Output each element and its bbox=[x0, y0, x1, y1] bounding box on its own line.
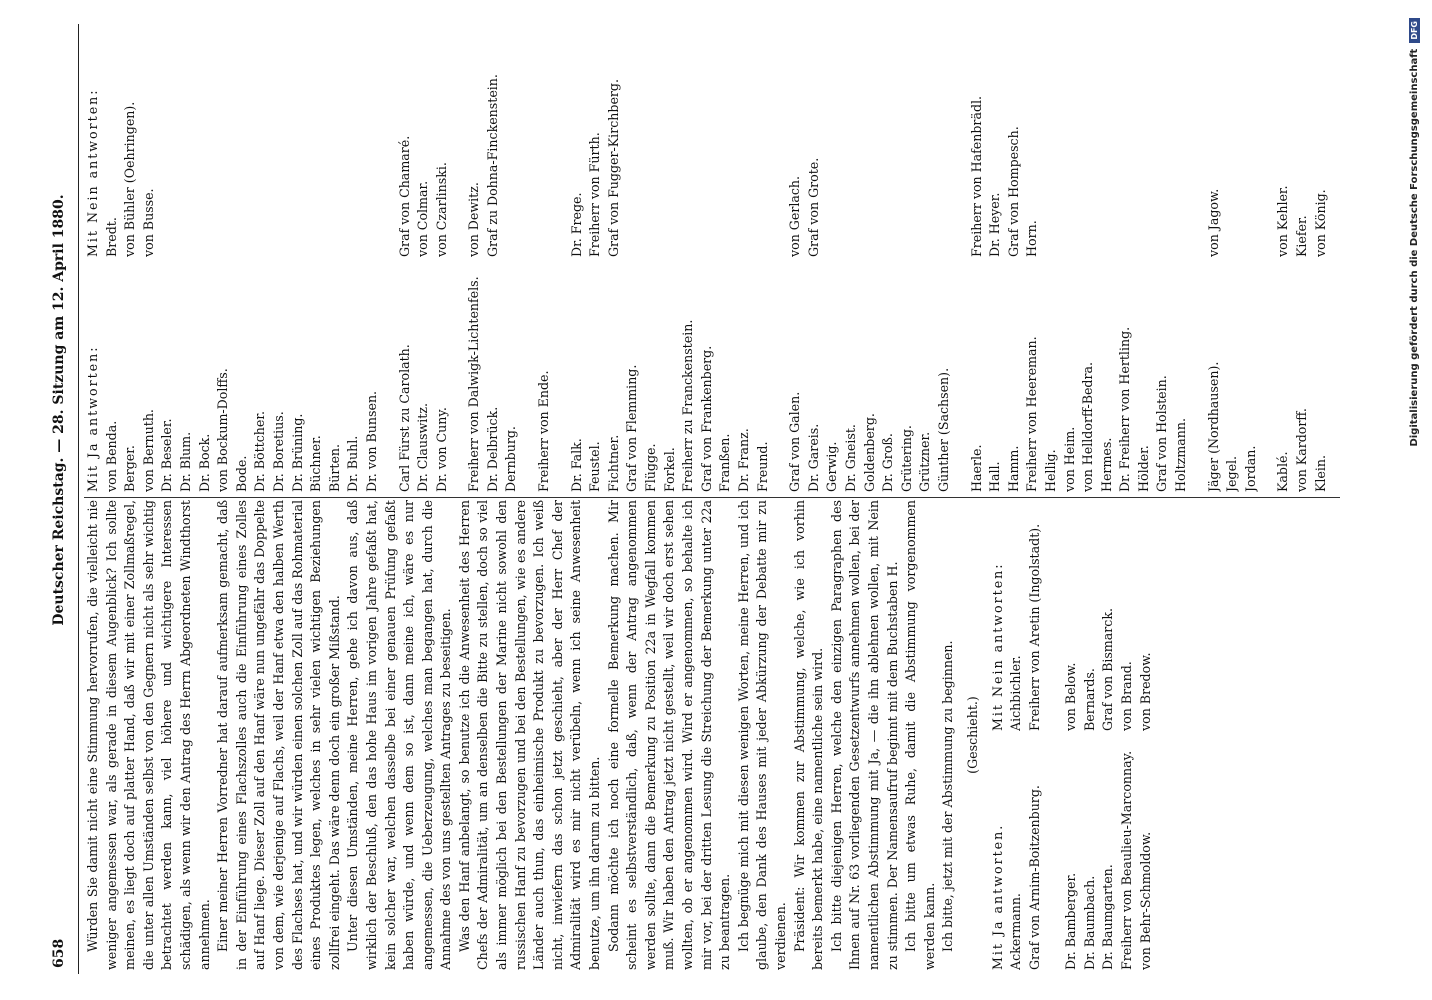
member-name: Dr. Blum. bbox=[177, 431, 193, 492]
speech-paragraphs bbox=[84, 500, 791, 970]
member-name: Ackermann. bbox=[1008, 893, 1024, 970]
member-name: Hölder. bbox=[1135, 445, 1151, 492]
member-name: Freiherr von Heereman. bbox=[1024, 336, 1040, 492]
right-column bbox=[84, 32, 1340, 492]
member-name: Holtzmann. bbox=[1173, 418, 1189, 492]
member-name: Carl Fürst zu Carolath. bbox=[396, 344, 412, 492]
nein-list-b bbox=[1062, 500, 1155, 731]
president-paragraph: Präsident: Wir kommen zur Abstimmung, welche, wie ich vorhin bereits bemerkt habe, eine namentliche sein wird. bbox=[791, 500, 826, 970]
vote-group bbox=[1205, 32, 1261, 492]
member-name: von Bernuth. bbox=[140, 409, 156, 492]
member-name: Graf von Fugger-Kirchberg. bbox=[605, 79, 621, 257]
member-name: Büchner. bbox=[308, 435, 324, 492]
speech-paragraph: Was den Hanf anbelangt, so benutze ich die Anwesenheit des Herren Chefs der Admiralität, um an denselben die Bitte zu stellen, doch so viel als immer möglich bei den Bestellungen der Marine nicht sowohl den russischen Hanf zu bevorzugen und bei den Bestellungen, wie es andere Länder auch thun, das einheimische Produkt zu bevorzugen. Ich weiß nicht, inwiefern das schon jetzt geschieht, aber der Herr Chef der Admiralität wird es mir nicht verübeln, wenn ich seine Anwesenheit benutze, um ihn darum zu bitten. bbox=[456, 500, 603, 970]
member-name: von Kardorff. bbox=[1294, 408, 1310, 492]
member-name: Bernards. bbox=[1081, 668, 1097, 731]
nein-group-list bbox=[968, 32, 1191, 257]
nein-group-list bbox=[568, 32, 773, 257]
member-name: Dr. Gareis. bbox=[805, 423, 821, 492]
ja-group-list bbox=[786, 267, 953, 492]
vote-group bbox=[568, 32, 773, 492]
member-name: Grützner. bbox=[917, 431, 933, 492]
ja-group-list bbox=[465, 267, 521, 492]
member-name: Freiherr von Beaulieu-Marconnay. bbox=[1119, 750, 1135, 970]
nein-group-list bbox=[465, 32, 521, 257]
member-name: Kiefer. bbox=[1294, 215, 1310, 257]
member-name: Bredt. bbox=[103, 217, 119, 257]
ja-group-list bbox=[396, 267, 452, 492]
ja-heading-left: Mit Ja antworten. bbox=[989, 823, 1005, 970]
vote-group bbox=[465, 32, 521, 492]
header-rule bbox=[78, 24, 79, 974]
happens-note: (Geschieht.) bbox=[964, 696, 980, 774]
speech-paragraph: Unter diesen Umständen, meine Herren, gehe ich davon aus, daß wirklich der Beschluß, den das hohe Haus im vorigen Jahre gefaßt hat, kein solcher war, welchen dasselbe bei einer genauen Prüfung gefaßt haben würde, und wenn dem so ist, dann meine ich, wäre es nur angemessen, die Ueberzeugung, welches man begangen hat, durch die Annahme des von uns gestellten Antrages zu beseitigen. bbox=[345, 500, 454, 970]
member-name: von Kehler. bbox=[1275, 185, 1291, 257]
member-name: Freiherr von Dalwigk-Lichtenfels. bbox=[466, 276, 482, 492]
member-name: von König. bbox=[1312, 189, 1328, 257]
member-name: Fichtner. bbox=[605, 434, 621, 492]
member-name: Bode. bbox=[233, 455, 249, 492]
member-name: von Heim. bbox=[1061, 426, 1077, 492]
member-name: Flügge. bbox=[643, 443, 659, 492]
member-name: Dr. Frege. bbox=[568, 192, 584, 257]
member-name: von Helldorff-Bedra. bbox=[1080, 361, 1096, 492]
member-name: Graf von Chamaré. bbox=[396, 135, 412, 257]
member-name: Dr. Bock. bbox=[196, 433, 212, 492]
member-name: Dr. Bamberger. bbox=[1063, 872, 1079, 970]
member-name: Jordan. bbox=[1242, 445, 1258, 492]
member-name: Freund. bbox=[754, 441, 770, 492]
vote-group bbox=[1274, 32, 1330, 492]
member-name: Hellig. bbox=[1042, 449, 1058, 492]
nein-list-a bbox=[1007, 500, 1044, 731]
member-name: Dr. Delbrück. bbox=[484, 406, 500, 492]
vote-list-a bbox=[1007, 500, 1044, 970]
vote-group bbox=[103, 32, 382, 492]
member-name: Dr. Buhl. bbox=[345, 435, 361, 492]
page-title: Deutscher Reichstag. — 28. Sitzung am 12. April 1880. bbox=[51, 194, 67, 626]
member-name: Graf von Grote. bbox=[805, 157, 821, 257]
member-name: Dr. Boretius. bbox=[270, 411, 286, 492]
member-name: Dr. Freiherr von Hertling. bbox=[1117, 326, 1133, 492]
member-name: Freiherr von Aretin (Ingolstadt). bbox=[1026, 523, 1042, 731]
member-name: Freiherr zu Franckenstein. bbox=[680, 319, 696, 492]
member-name: von Colmar. bbox=[415, 180, 431, 257]
column-divider bbox=[84, 497, 1340, 498]
dfg-logo: DFG bbox=[1409, 18, 1420, 43]
member-name: Feustel. bbox=[587, 441, 603, 492]
member-name: Kablé. bbox=[1275, 451, 1291, 492]
member-name: Franßen. bbox=[717, 433, 733, 492]
nein-heading-right: Mit Nein antworten: bbox=[85, 88, 100, 257]
ja-group-list bbox=[103, 267, 382, 492]
member-name: Dr. Brüning. bbox=[289, 413, 305, 492]
member-name: von Gerlach. bbox=[787, 175, 803, 257]
digitization-watermark bbox=[1402, 18, 1426, 982]
member-name: Goldenberg. bbox=[861, 413, 877, 492]
speech-paragraph: Sodann möchte ich noch eine formelle Bemerkung machen. Mir scheint es selbstverständlich, daß, wenn der Antrag angenommen werden sollte, dann die Bemerkung zu Position 22a in Wegfall kommen muß. Wir haben den Antrag jetzt nicht gestellt, weil wir doch erst sehen wollten, ob er angenommen wird. Wird er angenommen, so behalte ich mir vor, bei der dritten Lesung die Streichung der Bemerkung unter 22a zu beantragen. bbox=[605, 500, 733, 970]
member-name: Dr. Böttcher. bbox=[252, 411, 268, 492]
member-name: Horn. bbox=[1024, 220, 1040, 257]
vote-group bbox=[535, 32, 554, 492]
member-name: von Bockum-Dolffs. bbox=[215, 368, 231, 492]
nein-group-list bbox=[396, 32, 452, 257]
member-name: Dr. Groß. bbox=[880, 433, 896, 492]
member-name: Hermes. bbox=[1098, 437, 1114, 492]
vote-group bbox=[786, 32, 953, 492]
vote-group bbox=[396, 32, 452, 492]
member-name: Bürten. bbox=[326, 443, 342, 492]
member-name: von Dewitz. bbox=[466, 182, 482, 257]
member-name: Dr. von Cuny. bbox=[433, 407, 449, 492]
member-name: Freiherr von Hafenbrädl. bbox=[968, 95, 984, 257]
member-name: Dr. Falk. bbox=[568, 438, 584, 492]
quiet-paragraph: Ich bitte um etwas Ruhe, damit die Abstimmung vorgenommen werden kann. bbox=[903, 500, 937, 970]
member-name: Graf von Flemming. bbox=[624, 364, 640, 492]
nein-group-list bbox=[1274, 32, 1330, 257]
vote-group bbox=[968, 32, 1191, 492]
member-name: Dr. Baumgarten. bbox=[1100, 864, 1116, 970]
member-name: Dr. Gneist. bbox=[842, 424, 858, 492]
member-name: Dr. von Bunsen. bbox=[363, 390, 379, 492]
speech-paragraph: Ich begnüge mich mit diesen wenigen Worten, meine Herren, und ich glaube, den Dank des Hauses mit jeder Abkürzung der Debatte mir zu verdienen. bbox=[735, 500, 788, 970]
member-name: Graf von Holstein. bbox=[1154, 375, 1170, 492]
member-name: von Bühler (Oehringen). bbox=[122, 101, 138, 257]
member-name: Günther (Sachsen). bbox=[935, 367, 951, 492]
member-name: Forkel. bbox=[661, 447, 677, 492]
member-name: von Brand. bbox=[1119, 661, 1135, 731]
nein-heading-left: Mit Nein antworten: bbox=[989, 562, 1005, 731]
ja-heading-right: Mit Ja antworten: bbox=[85, 345, 100, 492]
nein-group-list bbox=[1205, 32, 1261, 257]
speech-paragraph: Einer meiner Herren Vorredner hat darauf aufmerksam gemacht, daß in der Einführung eines Flachszolles auch die Einführung eines Zolles auf Hanf liege. Dieser Zoll auf den Hanf wäre nun ungefähr das Doppelte von dem, wie derjenige auf Flachs, weil der Hanf etwa den halben Werth des Flachses hat, und wir würden einen solchen Zoll auf das Rohmaterial eines Produktes legen, welches in sehr vielen wichtigen Beziehungen zollfrei eingeht. Das wäre denn doch ein großer Mißstand. bbox=[215, 500, 342, 970]
member-name: von Benda. bbox=[103, 420, 119, 492]
member-name: Freiherr von Fürth. bbox=[587, 132, 603, 257]
left-column bbox=[84, 500, 1340, 970]
member-name: Dr. Baumbach. bbox=[1081, 875, 1097, 970]
member-name: Graf zu Dohna-Finckenstein. bbox=[484, 74, 500, 257]
nein-group-list bbox=[786, 32, 953, 257]
ja-group-list bbox=[968, 267, 1191, 492]
ja-group-list bbox=[535, 267, 554, 492]
nein-group-list bbox=[535, 32, 554, 257]
member-name: Dr. Heyer. bbox=[987, 192, 1003, 257]
member-name: von Below. bbox=[1063, 662, 1079, 731]
member-name: Klein. bbox=[1312, 454, 1328, 492]
ja-group-list bbox=[1205, 267, 1261, 492]
member-name: Graf von Frankenberg. bbox=[698, 345, 714, 492]
ja-list-b bbox=[1062, 739, 1155, 970]
vote-list-b bbox=[1062, 500, 1155, 970]
member-name: Graf von Galen. bbox=[787, 391, 803, 492]
ja-group-list bbox=[568, 267, 773, 492]
member-name: Dr. Beseler. bbox=[159, 418, 175, 492]
member-name: von Busse. bbox=[140, 188, 156, 257]
vote-headings bbox=[989, 500, 1008, 970]
member-name: von Behr-Schmoldow. bbox=[1137, 831, 1153, 970]
member-name: Grütering. bbox=[898, 425, 914, 492]
member-name: Aichbichler. bbox=[1008, 655, 1024, 731]
vote-groups bbox=[103, 32, 1340, 492]
watermark-text: Digitalisierung gefördert durch die Deutsche Forschungsgemeinschaft bbox=[1408, 48, 1420, 447]
member-name: Hall. bbox=[987, 461, 1003, 492]
member-name: Dr. Franz. bbox=[736, 428, 751, 492]
member-name: Haerle. bbox=[968, 444, 984, 492]
member-name: von Czarlinski. bbox=[433, 162, 449, 257]
member-name: Graf von Bismarck. bbox=[1100, 608, 1116, 731]
ja-list-a bbox=[1007, 739, 1044, 970]
start-paragraph: Ich bitte, jetzt mit der Abstimmung zu beginnen. bbox=[940, 640, 956, 952]
instruction-paragraph: Ich bitte diejenigen Herren, welche den einzigen Paragraphen des Ihnen auf Nr. 63 vorliegenden Gesetzentwurfs annehmen wollen, bei der namentlichen Abstimmung mit Ja, — die ihn ablehnen wollen, mit Nein zu stimmen. Der Namensaufruf beginnt mit dem Buchstaben H. bbox=[828, 500, 900, 970]
right-headings bbox=[84, 32, 103, 492]
member-name: Dernburg. bbox=[503, 426, 519, 492]
member-name: Freiherr von Ende. bbox=[536, 370, 552, 492]
member-name: Hamm. bbox=[1005, 445, 1021, 492]
member-name: von Jagow. bbox=[1205, 188, 1221, 257]
member-name: Jegel. bbox=[1224, 455, 1240, 492]
page-number: 658 bbox=[51, 938, 67, 968]
speech-paragraph: Würden Sie damit nicht eine Stimmung hervorrufen, die vielleicht nie weniger angemessen war, als gerade in diesem Augenblick? Ich sollte meinen, es liegt doch auf platter Hand, daß wir mit einer Zollmaßregel, die unter allen Umständen selbst von den Gegnern nicht als sehr wichtig betrachtet werden kann, viel höhere und wichtigere Interessen schädigen, als wenn wir den Antrag des Herrn Abgeordneten Windthorst annehmen. bbox=[85, 500, 212, 970]
member-name: Jäger (Nordhausen). bbox=[1205, 361, 1221, 492]
member-name: von Bredow. bbox=[1137, 652, 1153, 731]
member-name: Gerwig. bbox=[824, 441, 840, 492]
ja-group-list bbox=[1274, 267, 1330, 492]
member-name: Dr. Clauswitz. bbox=[415, 403, 431, 492]
member-name: Graf von Arnim-Boitzenburg. bbox=[1026, 785, 1042, 970]
member-name: Berger. bbox=[122, 445, 138, 492]
member-name: Graf von Hompesch. bbox=[1005, 126, 1021, 257]
nein-group-list bbox=[103, 32, 382, 257]
